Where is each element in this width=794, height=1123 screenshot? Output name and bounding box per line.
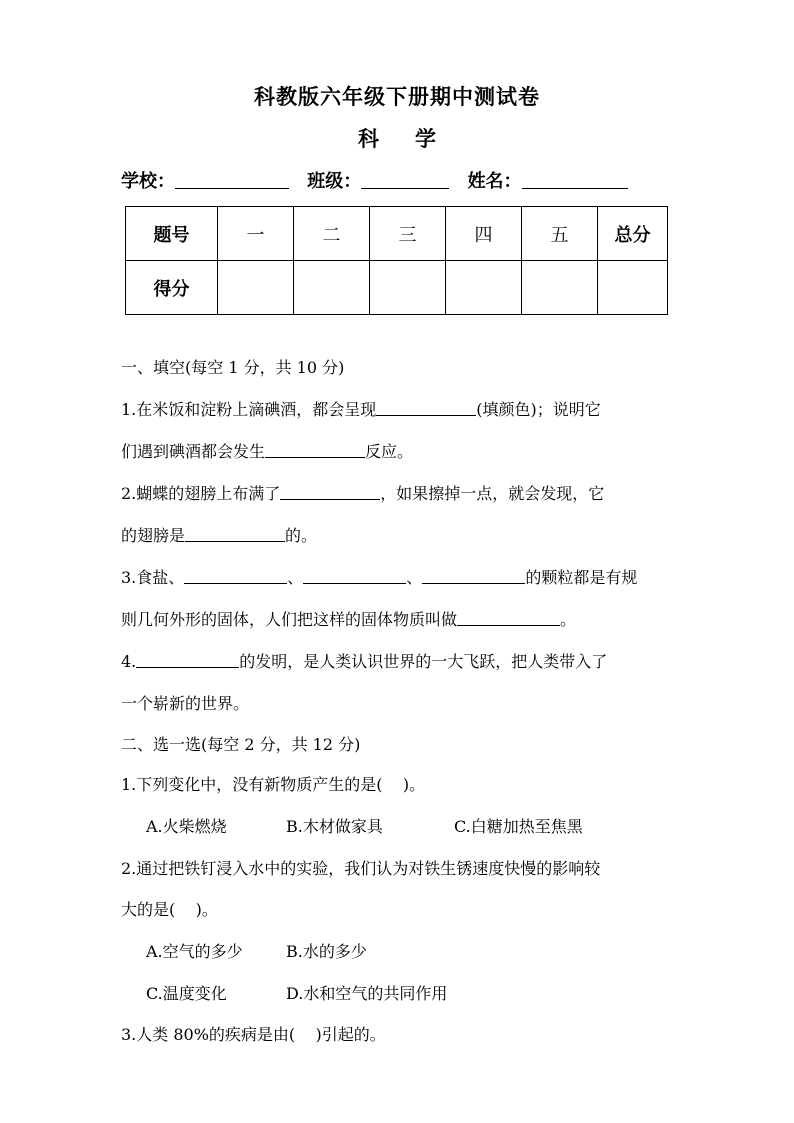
q3-blank-2[interactable] bbox=[303, 567, 406, 584]
q1-blank-1[interactable] bbox=[376, 399, 476, 416]
q2-blank-1[interactable] bbox=[280, 483, 380, 500]
exam-title: 科教版六年级下册期中测试卷 bbox=[254, 84, 540, 109]
name-label: 姓名： bbox=[467, 171, 522, 192]
subject-char-1: 科 bbox=[358, 126, 379, 151]
q3-blank-1[interactable] bbox=[184, 567, 287, 584]
subject-char-2: 学 bbox=[415, 126, 436, 151]
fill-question-4-line-1 bbox=[121, 651, 607, 673]
fill-question-2-line-1 bbox=[121, 483, 604, 505]
class-label: 班级： bbox=[307, 171, 362, 192]
student-info-row bbox=[121, 168, 628, 196]
score-cell-4[interactable] bbox=[446, 261, 522, 315]
q2-option-c[interactable]: C.温度变化 bbox=[146, 984, 227, 1003]
score-table-score-row bbox=[126, 261, 668, 315]
school-label: 学校： bbox=[121, 171, 175, 192]
q3-sep-2: 、 bbox=[406, 568, 423, 587]
q3-text-c: 则几何外形的固体，人们把这样的固体物质叫做 bbox=[121, 610, 458, 629]
fill-question-3-line-1 bbox=[121, 567, 637, 589]
score-table-header-row bbox=[126, 207, 668, 261]
fill-question-1-line-1 bbox=[121, 399, 601, 421]
school-field[interactable] bbox=[175, 168, 289, 189]
q2-option-b[interactable]: B.水的多少 bbox=[286, 942, 367, 961]
q3-sep-1: 、 bbox=[287, 568, 304, 587]
q1-option-c[interactable]: C.白糖加热至焦黑 bbox=[454, 817, 583, 836]
choice-question-1-options bbox=[146, 816, 583, 838]
q3-blank-3[interactable] bbox=[422, 567, 525, 584]
class-field[interactable] bbox=[361, 168, 449, 189]
score-cell-total[interactable] bbox=[598, 261, 668, 315]
fill-question-1-line-2 bbox=[121, 441, 413, 463]
column-4: 四 bbox=[446, 207, 522, 261]
choice-question-1: 1.下列变化中，没有新物质产生的是( )。 bbox=[121, 775, 426, 794]
choice-question-2-options-row-2 bbox=[146, 983, 447, 1005]
q3-text-b: 的颗粒都是有规 bbox=[525, 568, 638, 587]
q1-text-b: (填颜色)；说明它 bbox=[476, 400, 601, 419]
column-5: 五 bbox=[522, 207, 598, 261]
q2-blank-2[interactable] bbox=[185, 525, 285, 542]
q4-blank-1[interactable] bbox=[136, 651, 239, 668]
score-cell-2[interactable] bbox=[294, 261, 370, 315]
fill-question-2-line-2 bbox=[121, 525, 317, 547]
name-field[interactable] bbox=[522, 168, 628, 189]
question-number-label: 题号 bbox=[126, 207, 218, 261]
score-cell-3[interactable] bbox=[370, 261, 446, 315]
q1-text-a: 1.在米饭和淀粉上滴碘酒，都会呈现 bbox=[121, 400, 377, 419]
choice-question-2-line-2: 大的是( )。 bbox=[121, 900, 218, 919]
choice-question-3: 3.人类 80%的疾病是由( )引起的。 bbox=[121, 1025, 386, 1044]
section-1-heading: 一、填空(每空 1 分，共 10 分) bbox=[121, 358, 345, 377]
q1-option-a[interactable]: A.火柴燃烧 bbox=[146, 817, 227, 836]
fill-question-4-line-2: 一个崭新的世界。 bbox=[121, 694, 250, 713]
q1-option-b[interactable]: B.木材做家具 bbox=[286, 817, 383, 836]
q4-text-a: 4. bbox=[121, 652, 137, 671]
column-1: 一 bbox=[218, 207, 294, 261]
q3-blank-4[interactable] bbox=[457, 609, 560, 626]
score-cell-5[interactable] bbox=[522, 261, 598, 315]
score-cell-1[interactable] bbox=[218, 261, 294, 315]
score-label: 得分 bbox=[126, 261, 218, 315]
subject-heading bbox=[0, 124, 794, 154]
column-2: 二 bbox=[294, 207, 370, 261]
q2-text-b: ，如果擦掉一点，就会发现，它 bbox=[380, 484, 605, 503]
q1-blank-2[interactable] bbox=[265, 441, 365, 458]
column-3: 三 bbox=[370, 207, 446, 261]
q4-text-b: 的发明，是人类认识世界的一大飞跃，把人类带入了 bbox=[239, 652, 608, 671]
q2-option-a[interactable]: A.空气的多少 bbox=[146, 942, 243, 961]
q2-option-d[interactable]: D.水和空气的共同作用 bbox=[286, 984, 448, 1003]
q2-text-d: 的。 bbox=[285, 526, 318, 545]
fill-question-3-line-2 bbox=[121, 609, 576, 631]
choice-question-2-line-1: 2.通过把铁钉浸入水中的实验，我们认为对铁生锈速度快慢的影响较 bbox=[121, 859, 601, 878]
q1-text-c: 们遇到碘酒都会发生 bbox=[121, 442, 266, 461]
section-2-heading: 二、选一选(每空 2 分，共 12 分) bbox=[121, 735, 361, 754]
score-table bbox=[125, 206, 668, 315]
total-score-label: 总分 bbox=[598, 207, 668, 261]
choice-question-2-options-row-1 bbox=[146, 941, 367, 963]
q1-text-d: 反应。 bbox=[365, 442, 414, 461]
q3-text-d: 。 bbox=[560, 610, 577, 629]
q3-text-a: 3.食盐、 bbox=[121, 568, 185, 587]
q2-text-c: 的翅膀是 bbox=[121, 526, 186, 545]
q2-text-a: 2.蝴蝶的翅膀上布满了 bbox=[121, 484, 281, 503]
